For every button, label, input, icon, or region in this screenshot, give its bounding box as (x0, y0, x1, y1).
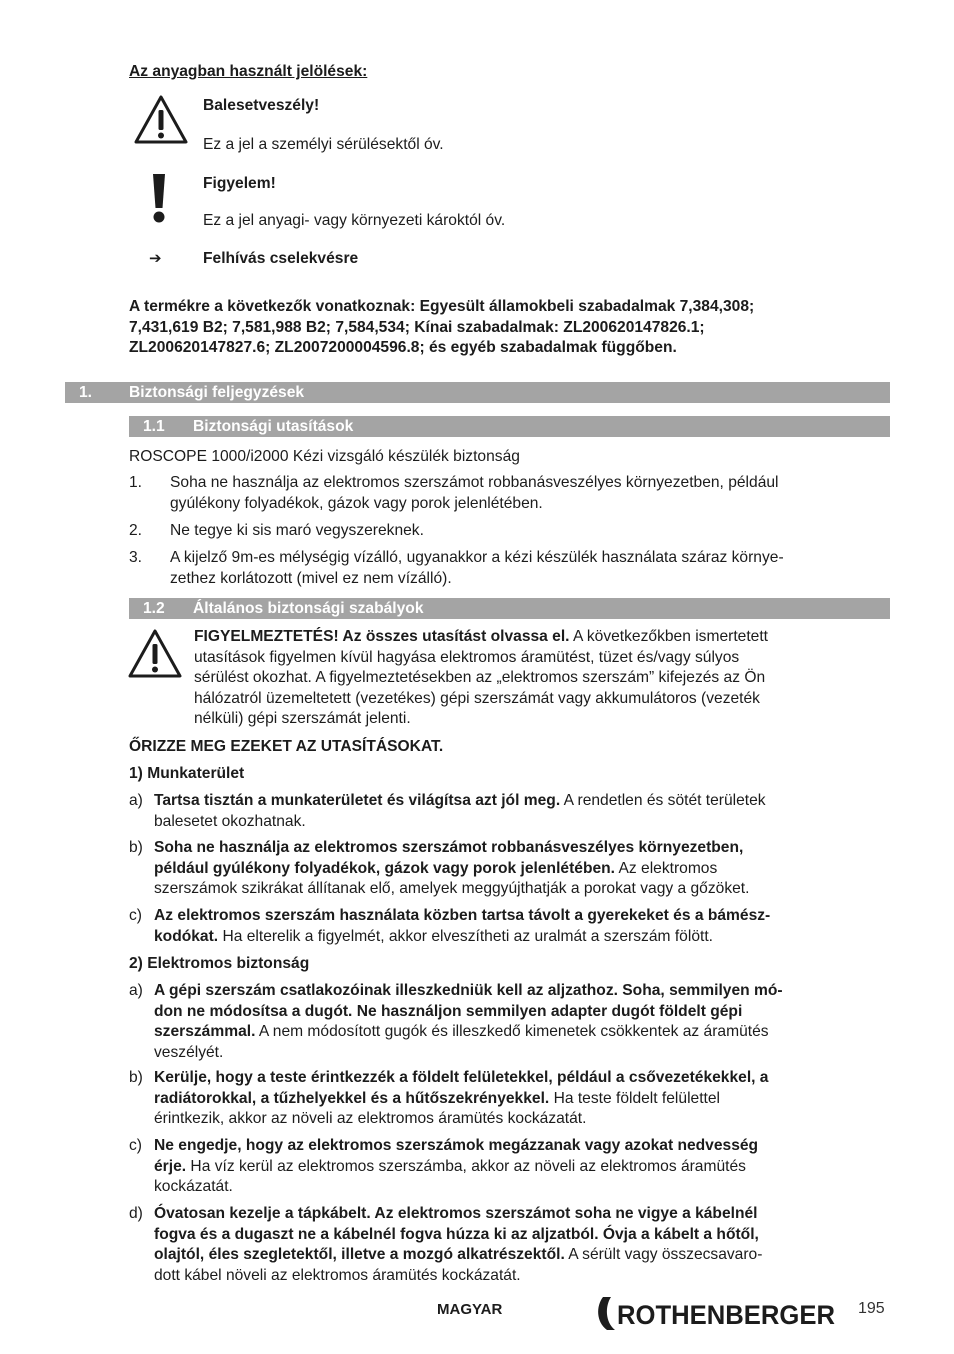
general-warning-text: FIGYELMEZTETÉS! Az összes utasítást olvassa el. A következőkben ismertetett utasítások figyelmen kívül hagyása elektromos áramütést, tüzet és/vagy súlyos sérülést okozhat. A figyelmeztetésekben az „elektromos szerszám” kifejezés az Ön hálózatról üzemeltetett (vezetékes) gépi szerszámát vagy akkumulátoros (vezeték nélküli) gépi szerszámát jelenti. (194, 628, 769, 727)
warning-triangle-icon (127, 628, 183, 680)
section-1-2-header (129, 598, 890, 619)
list-item: c) Az elektromos szerszám használata közben tartsa távolt a gyerekeket és a bámész- kodókat. Ha elterelik a figyelmét, akkor elveszítheti az uralmát a szerszám fölött. (129, 907, 771, 945)
section-number: 1. (79, 384, 93, 401)
danger-text: Ez a jel a személyi sérülésektől óv. (203, 136, 444, 153)
section-title: Biztonsági feljegyzések (129, 384, 305, 401)
section-number: 1.2 (143, 600, 165, 617)
electrical-safety-heading: 2) Elektromos biztonság (129, 955, 310, 972)
list-item: a) Tartsa tisztán a munkaterületet és világítsa azt jól meg. A rendetlen és sötét területek balesetet okozhatnak. (129, 792, 766, 830)
list-item: c) Ne engedje, hogy az elektromos szerszámok megázzanak vagy azokat nedvesség érje. Ha víz kerül az elektromos szerszámba, akkor az növeli az elektromos áramütés kockázatát. (129, 1137, 759, 1195)
list-item: b) Soha ne használja az elektromos szerszámot robbanásveszélyes környezetben, például gyúlékony folyadékok, gázok vagy porok jelenlétében. Az elektromos szerszámok szikrákat állítanak elő, amelyek meggyújthatják a porokat vagy a gőzöket. (129, 839, 750, 897)
section-title: Biztonsági utasítások (193, 418, 354, 435)
list-item: d) Óvatosan kezelje a tápkábelt. Az elektromos szerszámot soha ne vigye a kábelnél fogva és a dugaszt ne a kábelnél fogva húzza ki az aljzatból. Óvja a kábelt a hőtől, olajtól, éles szegletektől, illetve a mozgó alkatrészektől. A sérült vagy összecsavaro- dott kábel növeli az elektromos áramütés kockázatát. (129, 1205, 763, 1284)
patent-notice: A termékre a következők vonatkoznak: Egyesült államokbeli szabadalmak 7,384,308; 7,431,619 B2; 7,581,988 B2; 7,584,534; Kínai szabadalmak: ZL200620147826.1; ZL200620147827.6; ZL2007200004596.8; és egyéb szabadalmak függőben. (129, 298, 755, 356)
list-item: 3. A kijelző 9m-es mélységig vízálló, ugyanakkor a kézi készülék használata száraz környe- zethez korlátozott (mivel ez nem vízálló). (129, 549, 784, 587)
list-item: 2. Ne tegye ki sis maró vegyszereknek. (129, 522, 424, 539)
arrow-right-icon: ➔ (149, 250, 162, 267)
brand-wordmark: ROTHENBERGER (617, 1300, 835, 1330)
device-safety-intro: ROSCOPE 1000/i2000 Kézi vizsgáló készülék biztonság (129, 448, 520, 465)
page-number: 195 (858, 1300, 885, 1317)
section-1-1-header (129, 416, 890, 437)
rothenberger-logo (595, 1294, 840, 1334)
section-number: 1.1 (143, 418, 165, 435)
work-area-heading: 1) Munkaterület (129, 765, 245, 782)
section-1-header (65, 382, 890, 403)
danger-title: Balesetveszély! (203, 97, 320, 114)
caution-text: Ez a jel anyagi- vagy környezeti károktól óv. (203, 212, 506, 229)
footer-language: MAGYAR (437, 1301, 503, 1318)
caution-title: Figyelem! (203, 175, 276, 192)
legend-title: Az anyagban használt jelölések: (129, 63, 368, 80)
list-item: b) Kerülje, hogy a teste érintkezzék a földelt felületekkel, például a csővezetékekkel, a radiátorokkal, a tűzhelyekkel és a hűtőszekrényekkel. Ha teste földelt felülettel érintkezik, akkor az növeli az elektromos áramütés kockázatát. (129, 1069, 769, 1127)
keep-instructions-heading: ŐRIZZE MEG EZEKET AZ UTASÍTÁSOKAT. (129, 738, 444, 755)
list-item: a) A gépi szerszám csatlakozóinak illeszkedniük kell az aljzathoz. Soha, semmilyen mó- don ne módosítsa a dugót. Ne használjon semmilyen adapter dugót földelt gépi szerszámmal. A nem módosított gugók és illeszkedő kimenetek csökkentek az áramütés veszélyét. (129, 982, 783, 1061)
exclamation-icon (148, 172, 170, 224)
list-item: 1. Soha ne használja az elektromos szerszámot robbanásveszélyes környezetben, például gyúlékony folyadékok, gázok vagy porok jelenlétében. (129, 474, 779, 512)
action-title: Felhívás cselekvésre (203, 250, 359, 267)
danger-warning-icon (133, 94, 189, 146)
section-title: Általános biztonsági szabályok (193, 600, 424, 617)
